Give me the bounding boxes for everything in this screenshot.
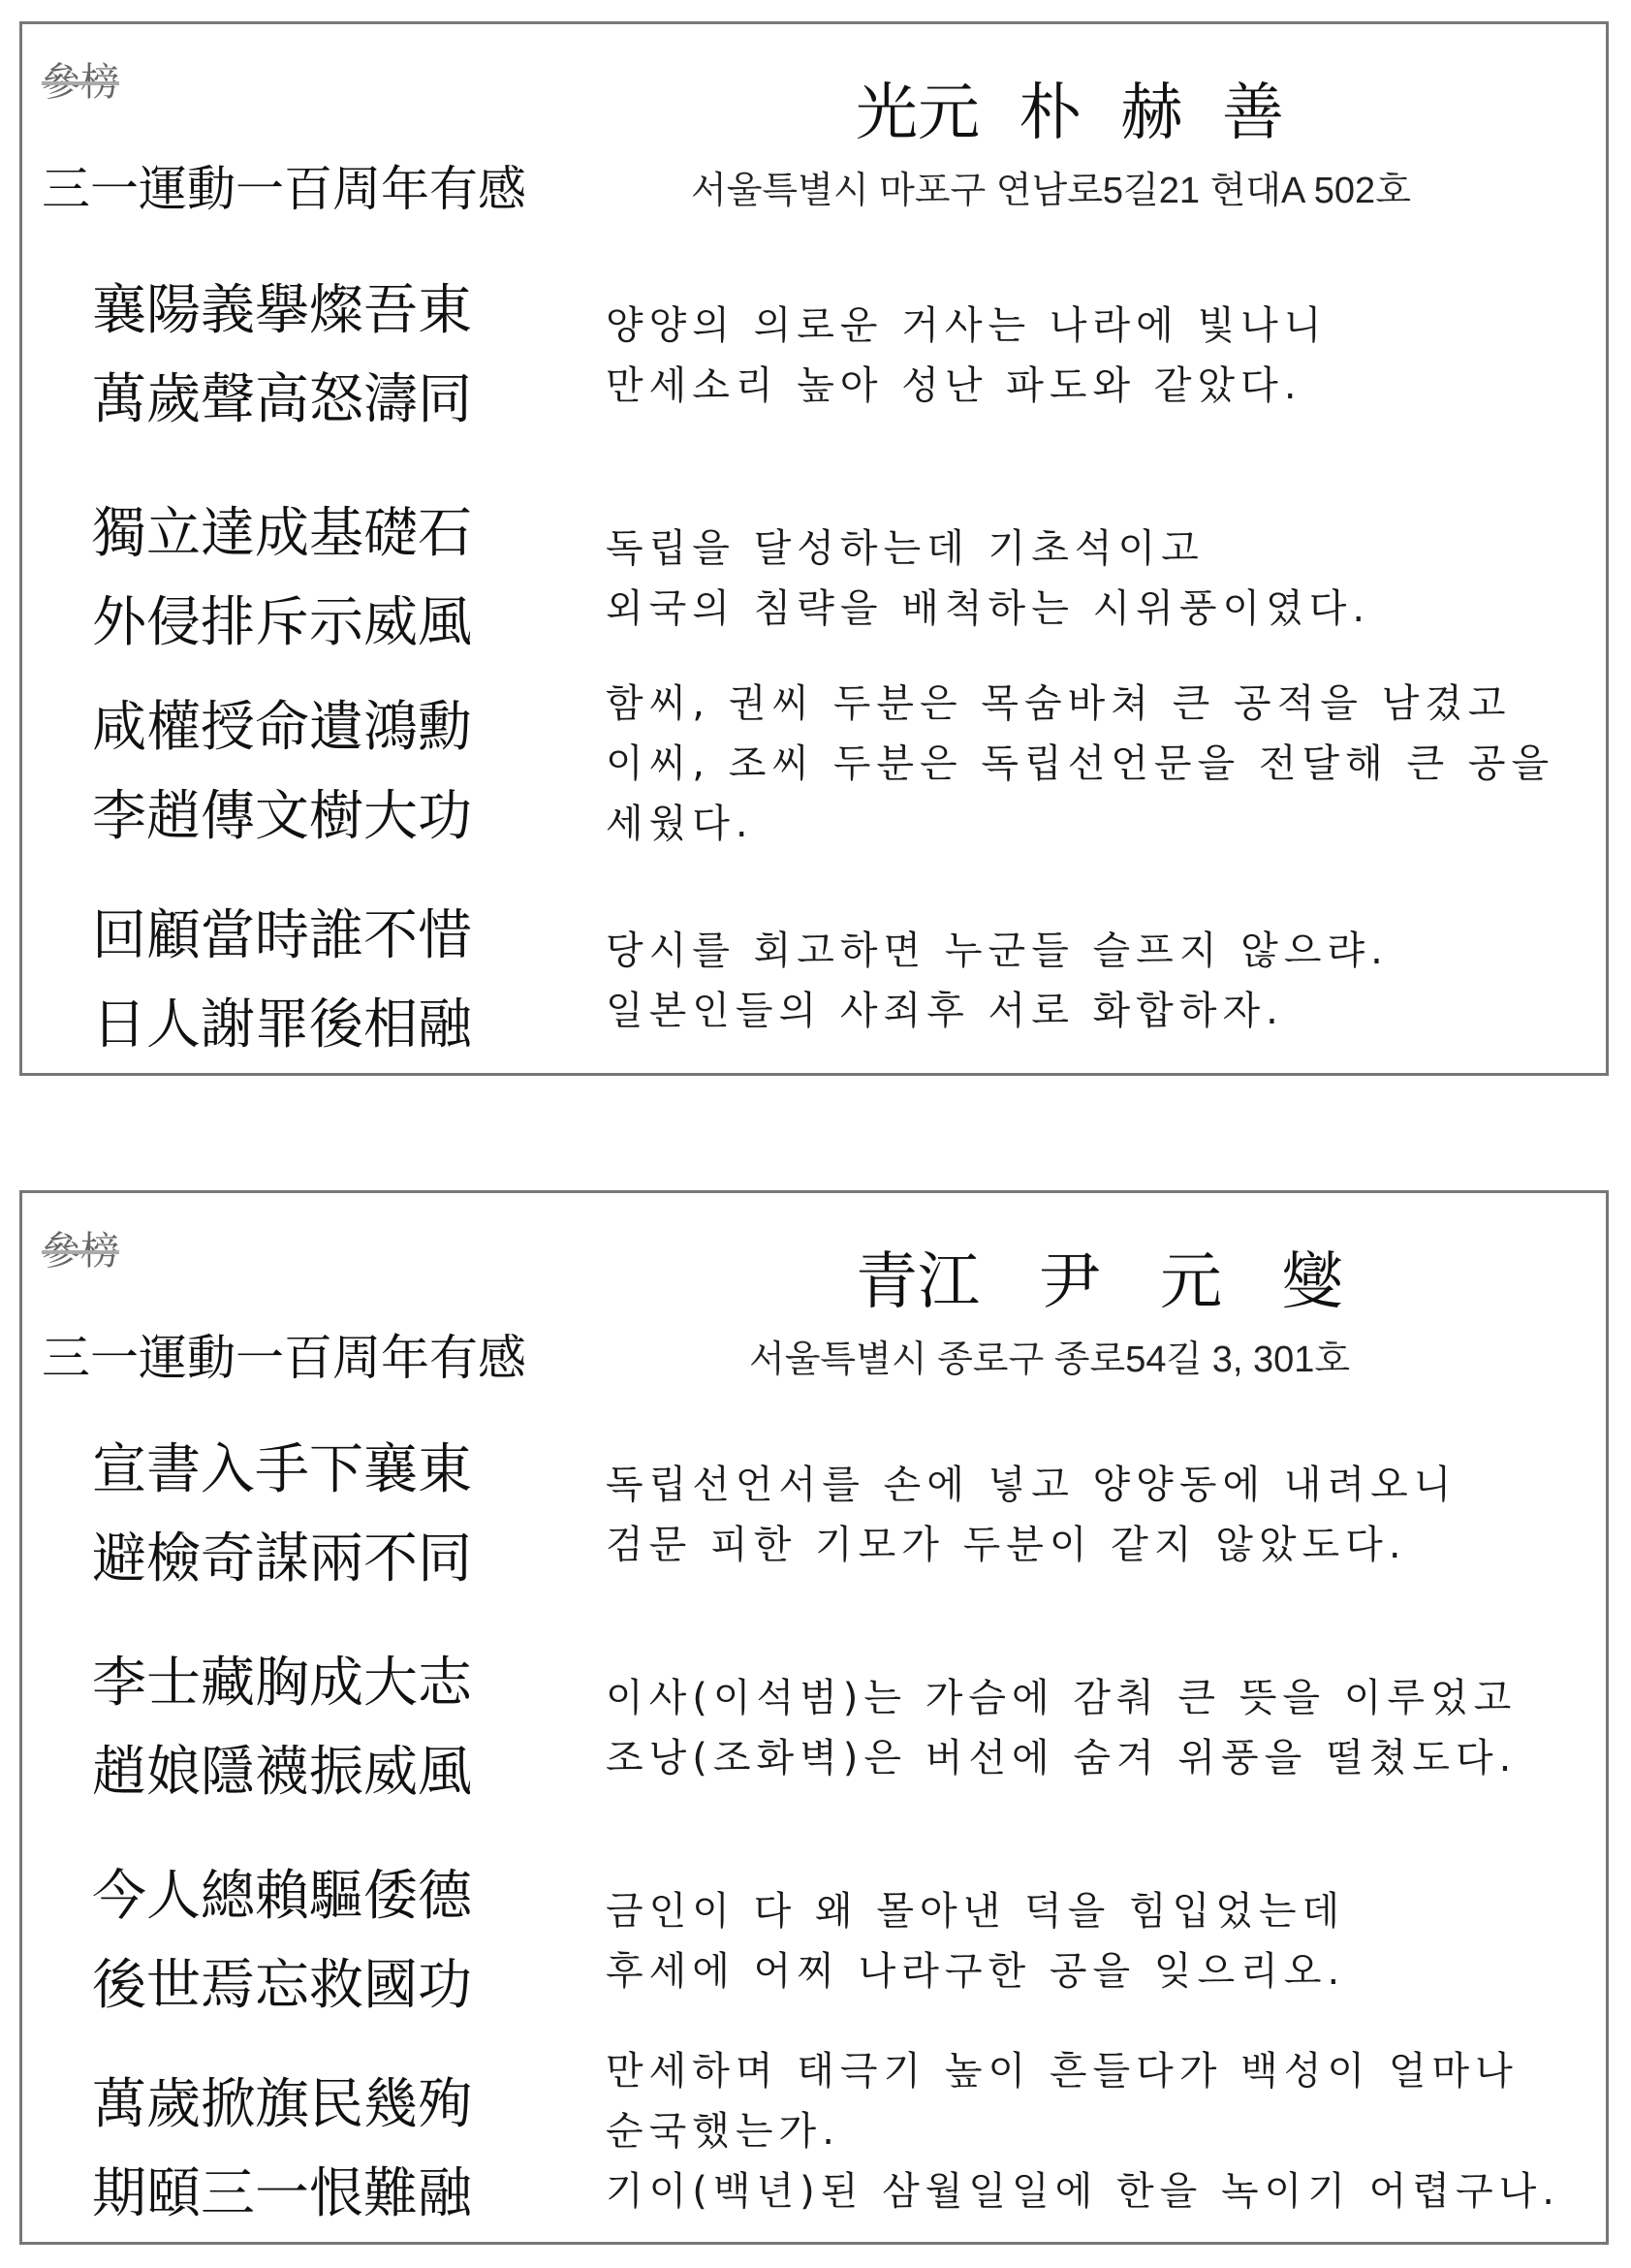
poem-line: 襄陽義擧燦吾東 (92, 279, 472, 342)
translation-line: 검문 피한 기모가 두분이 같지 않았도다. (606, 1523, 1407, 1567)
translation-line: 세웠다. (606, 802, 754, 846)
poem-line: 日人謝罪後相融 (92, 993, 472, 1056)
poem-couplet (92, 892, 472, 1070)
translation (606, 1881, 1594, 2001)
tag-label: 參榜 (42, 60, 119, 105)
poem-line: 李趙傳文樹大功 (92, 785, 472, 848)
translation-line: 후세에 어찌 나라구한 공을 잊으리오. (606, 1949, 1346, 1994)
translation-line: 함씨, 권씨 두분은 목숨바쳐 큰 공적을 남겼고 (606, 681, 1512, 726)
poem-card-2 (19, 1190, 1609, 2245)
poem-couplet (92, 1639, 472, 1817)
translation-line: 독립을 달성하는데 기초석이고 (606, 526, 1205, 571)
translation-line: 양양의 의로운 거사는 나라에 빛나니 (606, 303, 1328, 348)
translation (606, 296, 1594, 416)
poem-line: 宣書入手下襄東 (92, 1438, 472, 1501)
poem-line: 外侵排斥示威風 (92, 591, 472, 654)
translation-line: 이사(이석범)는 가슴에 감춰 큰 뜻을 이루었고 (606, 1676, 1518, 1720)
translation (606, 674, 1594, 854)
poem-line: 萬歲聲高怒濤同 (92, 368, 472, 431)
translation (606, 519, 1594, 639)
translation-line: 기이(백년)된 삼월일일에 한을 녹이기 어렵구나. (606, 2169, 1560, 2214)
poem-couplet (92, 683, 472, 862)
translation (606, 2041, 1594, 2221)
translation-line: 독립선언서를 손에 넣고 양양동에 내려오니 (606, 1463, 1458, 1507)
poem-line: 獨立達成基礎石 (92, 502, 472, 565)
poem-couplet (92, 2061, 472, 2239)
poem-line: 李士藏胸成大志 (92, 1652, 472, 1715)
poem-card-1 (19, 21, 1609, 1076)
poem-line: 回顧當時誰不惜 (92, 904, 472, 967)
translation-line: 이씨, 조씨 두분은 독립선언문을 전달해 큰 공을 (606, 741, 1555, 786)
poem-couplet (92, 267, 472, 445)
author-name: 青江 尹 元 燮 (856, 1246, 1344, 1318)
author-name: 光元 朴 赫 善 (856, 78, 1285, 149)
translation-line: 만세소리 높아 성난 파도와 같았다. (606, 363, 1302, 408)
poem-couplet (92, 1426, 472, 1604)
poem-line: 趙娘隱襪振威風 (92, 1741, 472, 1804)
translation (606, 1455, 1594, 1575)
theme-title: 三一運動一百周年有感 (42, 161, 526, 217)
poem-couplet (92, 489, 472, 668)
translation-line: 만세하며 태극기 높이 흔들다가 백성이 얼마나 (606, 2049, 1519, 2094)
poem-line: 萬歲掀旗民幾殉 (92, 2073, 472, 2136)
author-address: 서울특별시 종로구 종로54길 3, 301호 (749, 1339, 1351, 1380)
poem-line: 期頤三一恨難融 (92, 2162, 472, 2225)
translation-line: 외국의 침략을 배척하는 시위풍이였다. (606, 586, 1371, 631)
translation-line: 순국했는가. (606, 2109, 840, 2154)
tag-label: 參榜 (42, 1229, 119, 1274)
poem-line: 今人總賴驅倭德 (92, 1865, 472, 1928)
theme-title: 三一運動一百周年有感 (42, 1330, 526, 1386)
translation-line: 조낭(조화벽)은 버선에 숨겨 위풍을 떨쳤도다. (606, 1736, 1518, 1780)
poem-couplet (92, 1852, 472, 2031)
poem-line: 咸權授命遺鴻勳 (92, 696, 472, 759)
author-address: 서울특별시 마포구 연남로5길21 현대A 502호 (691, 171, 1411, 211)
translation (606, 1668, 1594, 1788)
poem-line: 後世焉忘救國功 (92, 1954, 472, 2017)
translation-line: 금인이 다 왜 몰아낸 덕을 힘입었는데 (606, 1889, 1346, 1934)
translation-line: 일본인들의 사죄후 서로 화합하자. (606, 989, 1284, 1033)
translation-line: 당시를 회고하면 누군들 슬프지 않으랴. (606, 929, 1389, 973)
translation (606, 921, 1594, 1041)
poem-line: 避檢奇謀兩不同 (92, 1528, 472, 1591)
